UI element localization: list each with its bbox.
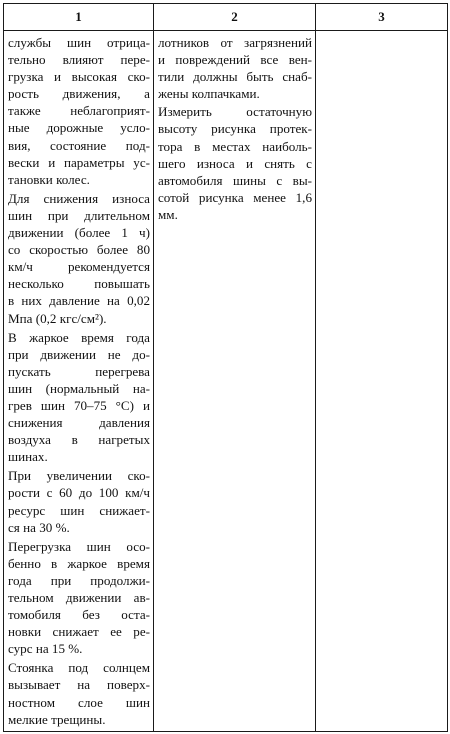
text-line: движении (более 1 ч)	[8, 225, 150, 241]
text-line: тельном движении ав-	[8, 590, 150, 605]
column-header-2: 2	[154, 4, 316, 31]
text-line: Мпа (0,2 кгс/см²).	[8, 310, 107, 326]
text-line: ресурс шин снижает-	[8, 502, 150, 518]
table-row	[4, 31, 448, 732]
header-row	[4, 4, 448, 31]
text-line: тили должны быть снаб-	[158, 69, 312, 85]
text-line: и повреждений все вен-	[158, 52, 312, 68]
text-line: При увеличении ско-	[8, 468, 150, 484]
column-1-paragraph	[8, 538, 150, 658]
text-line: жены колпачками.	[158, 86, 260, 102]
text-line: мелкие трещины.	[8, 711, 106, 727]
text-line: Для снижения износа	[8, 190, 150, 206]
text-line: рость движения, а	[8, 86, 150, 102]
text-line: томобиля без оста-	[8, 607, 150, 623]
text-line: вия, состояние под-	[8, 137, 150, 153]
text-line: также неблагоприят-	[8, 103, 150, 119]
text-line: В жаркое время года	[8, 329, 150, 345]
column-2-cell	[154, 31, 316, 732]
column-2-paragraph	[158, 103, 312, 223]
text-line: шинах.	[8, 449, 48, 465]
text-line: со скоростью более 80	[8, 242, 150, 258]
column-1-cell	[4, 31, 154, 732]
column-1-paragraph	[8, 329, 150, 466]
text-line: Перегрузка шин осо-	[8, 538, 150, 554]
text-line: ностном слое шин	[8, 694, 150, 710]
text-line: вызывает на поверх-	[8, 677, 150, 693]
text-line: грузка и высокая ско-	[8, 69, 150, 85]
text-line: ся на 30 %.	[8, 519, 70, 535]
text-line: лотников от загрязнений	[158, 35, 312, 50]
text-line: сотой рисунка менее 1,6	[158, 189, 312, 205]
text-line: несколько повышать	[8, 276, 150, 292]
column-2-paragraph	[158, 34, 312, 102]
text-line: бенно в жаркое время	[8, 555, 150, 571]
text-line: тора в местах наиболь-	[158, 138, 312, 154]
column-header-3: 3	[316, 4, 448, 31]
text-line: службы шин отрица-	[8, 35, 150, 50]
text-line: мм.	[158, 206, 178, 222]
column-1-paragraph	[8, 190, 150, 327]
text-line: шин (нормальный на-	[8, 380, 150, 396]
text-line: в них давление на 0,02	[8, 293, 150, 309]
text-line: высоту рисунка протек-	[158, 121, 312, 137]
text-line: года при продолжи-	[8, 572, 150, 588]
column-3-cell	[316, 31, 448, 732]
text-line: Стоянка под солнцем	[8, 660, 150, 676]
text-line: грев шин 70–75 °С) и	[8, 397, 150, 413]
text-line: сурс на 15 %.	[8, 641, 83, 657]
column-1-paragraph	[8, 34, 150, 188]
column-1-paragraph	[8, 659, 150, 727]
column-header-1: 1	[4, 4, 154, 31]
text-line: автомобиля шины с вы-	[158, 172, 312, 188]
column-1-paragraph	[8, 467, 150, 535]
text-line: новки снижает ее ре-	[8, 624, 150, 640]
text-line: тановки колес.	[8, 171, 90, 187]
text-line: рости с 60 до 100 км/ч	[8, 485, 150, 501]
text-line: снижения давления	[8, 415, 150, 431]
text-line: Измерить остаточную	[158, 104, 312, 120]
text-line: шин при длительном	[8, 207, 150, 223]
text-line: ные дорожные усло-	[8, 120, 150, 136]
text-line: км/ч рекомендуется	[8, 259, 150, 275]
text-line: тельно влияют пере-	[8, 52, 150, 68]
text-line: вески и параметры ус-	[8, 154, 150, 170]
text-line: при движении не до-	[8, 346, 150, 362]
text-line: воздуха в нагретых	[8, 432, 150, 448]
data-table	[3, 3, 448, 732]
text-line: пускать перегрева	[8, 363, 150, 379]
text-line: шего износа и снять с	[158, 155, 312, 171]
